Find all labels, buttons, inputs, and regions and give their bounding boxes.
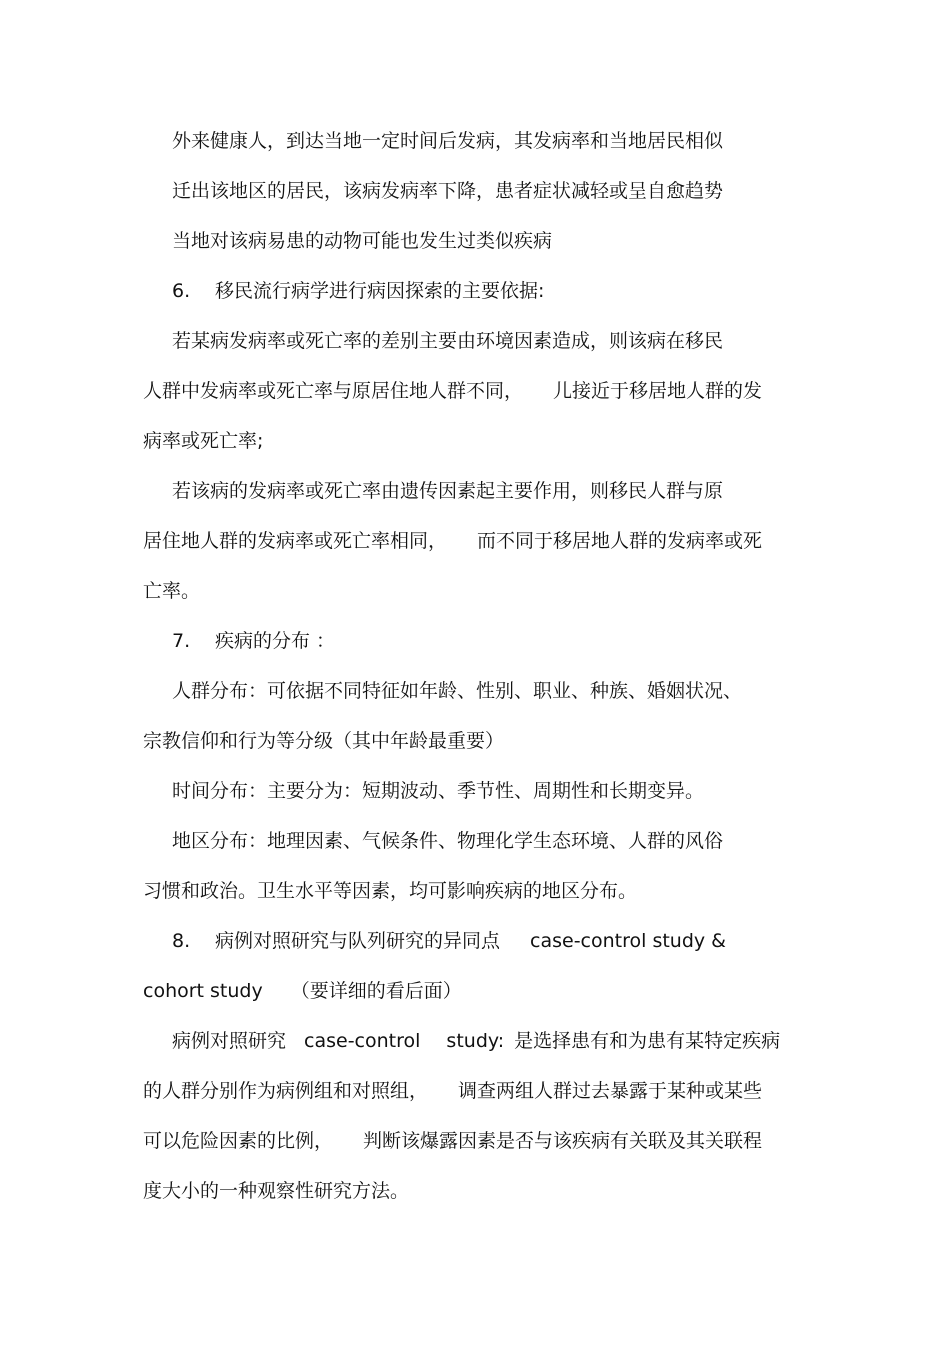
paragraph-line bbox=[143, 379, 762, 403]
text: 若某病发病率或死亡率的差别主要由环境因素造成，则该病在移民 bbox=[172, 330, 724, 352]
section-heading-7 bbox=[172, 629, 335, 653]
paragraph-line bbox=[143, 579, 200, 603]
text: 迁出该地区的居民，该病发病率下降，患者症状减轻或呈自愈趋势 bbox=[172, 180, 724, 202]
text: 地区分布：地理因素、气候条件、物理化学生态环境、人群的风俗 bbox=[172, 830, 724, 852]
paragraph-line bbox=[172, 179, 723, 203]
paragraph-line bbox=[143, 1129, 762, 1153]
text: 是选择患有和为患有某特定疾病 bbox=[514, 1030, 781, 1052]
section-number: 8. bbox=[172, 930, 191, 952]
paragraph-line bbox=[172, 129, 723, 153]
paragraph-line bbox=[143, 1179, 409, 1203]
text: 病率或死亡率; bbox=[143, 430, 264, 452]
text: 病例对照研究 bbox=[172, 1030, 287, 1052]
text: 判断该爆露因素是否与该疾病有关联及其关联程 bbox=[363, 1130, 763, 1152]
section-heading-8 bbox=[172, 929, 726, 953]
section-title: 病例对照研究与队列研究的异同点 bbox=[215, 930, 501, 952]
paragraph-line bbox=[172, 829, 723, 853]
paragraph-line bbox=[143, 1079, 762, 1103]
text: case-control bbox=[304, 1030, 421, 1052]
section-title: 疾病的分布 ： bbox=[215, 630, 336, 652]
paragraph-line bbox=[143, 529, 762, 553]
text: 而不同于移居地人群的发病率或死 bbox=[477, 530, 763, 552]
paragraph-line bbox=[172, 1029, 780, 1053]
text: （要详细的看后面） bbox=[290, 980, 462, 1002]
text: 宗教信仰和行为等分级（其中年龄最重要） bbox=[143, 730, 505, 752]
section-title: 移民流行病学进行病因探索的主要依据: bbox=[215, 280, 545, 302]
paragraph-line bbox=[143, 429, 263, 453]
section-number: 7. bbox=[172, 630, 191, 652]
text: 若该病的发病率或死亡率由遗传因素起主要作用，则移民人群与原 bbox=[172, 480, 724, 502]
paragraph-line bbox=[172, 479, 723, 503]
text: 居住地人群的发病率或死亡率相同， bbox=[143, 530, 448, 552]
paragraph-line bbox=[172, 779, 704, 803]
text: 可以危险因素的比例， bbox=[143, 1130, 334, 1152]
text: cohort study bbox=[143, 980, 263, 1002]
text: 调查两组人群过去暴露于某种或某些 bbox=[458, 1080, 763, 1102]
text: 人群分布：可依据不同特征如年龄、性别、职业、种族、婚姻状况、 bbox=[172, 680, 743, 702]
text: 外来健康人，到达当地一定时间后发病，其发病率和当地居民相似 bbox=[172, 130, 724, 152]
text: 的人群分别作为病例组和对照组， bbox=[143, 1080, 429, 1102]
text: 度大小的一种观察性研究方法。 bbox=[143, 1180, 410, 1202]
text: 习惯和政治。卫生水平等因素，均可影响疾病的地区分布。 bbox=[143, 880, 638, 902]
paragraph-line bbox=[172, 679, 742, 703]
paragraph-line bbox=[143, 729, 504, 753]
text: 亡率。 bbox=[143, 580, 201, 602]
paragraph-line bbox=[143, 879, 637, 903]
text: study: bbox=[446, 1030, 505, 1052]
text: 时间分布：主要分为：短期波动、季节性、周期性和长期变异。 bbox=[172, 780, 705, 802]
paragraph-line bbox=[172, 229, 552, 253]
section-number: 6. bbox=[172, 280, 191, 302]
text: 儿接近于移居地人群的发 bbox=[553, 380, 763, 402]
paragraph-line bbox=[172, 329, 723, 353]
text: 当地对该病易患的动物可能也发生过类似疾病 bbox=[172, 230, 553, 252]
section-title-english: case-control study & bbox=[530, 930, 726, 952]
section-heading-6 bbox=[172, 279, 544, 303]
text: 人群中发病率或死亡率与原居住地人群不同， bbox=[143, 380, 524, 402]
paragraph-line bbox=[143, 979, 462, 1003]
